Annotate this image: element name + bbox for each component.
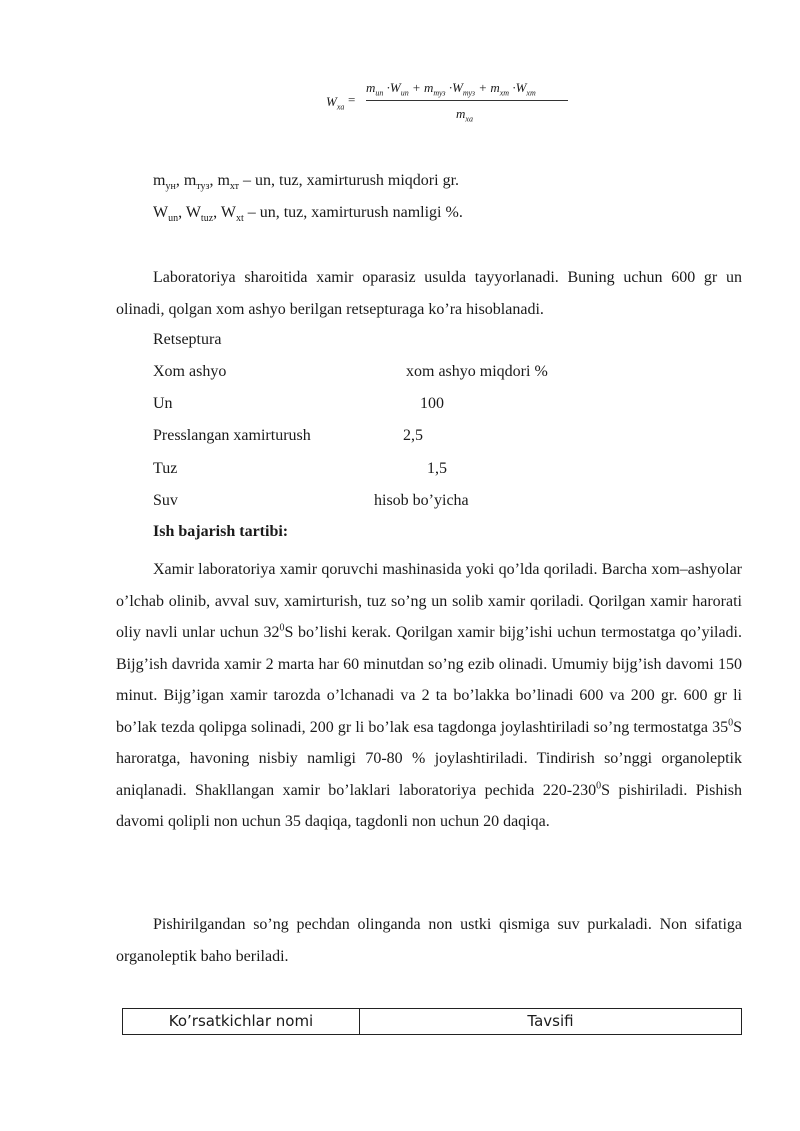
formula-numerator: $m_{un} \cdot W_{un} + m_{туз} \cdot W_{туз} + m_{хт} \cdot W_{хт}$ xyxy=(366,80,536,98)
recipe-row-value: 1,5 xyxy=(427,460,447,477)
recipe-header-right: xom ashyo miqdori % xyxy=(406,363,548,380)
recipe-row-name: Suv xyxy=(153,492,178,509)
recipe-row-name: Tuz xyxy=(153,460,178,477)
final-paragraph: Pishirilgandan so’ng pechdan olinganda non ustki qismiga suv purkaladi. Non sifatiga organoleptik baho beriladi. xyxy=(116,916,742,965)
recipe-header-left: Xom ashyo xyxy=(153,363,227,380)
recipe-row-value: 2,5 xyxy=(403,427,423,444)
table-header-description: Tavsifi xyxy=(527,1012,574,1030)
legend-mass-line: $m_{ун}$, $m_{туз}$, $m_{хт}$ – un, tuz, xamirturush miqdori gr. xyxy=(153,172,460,193)
indicators-table xyxy=(122,1008,742,1035)
formula-equals: = xyxy=(348,92,356,107)
fraction-bar xyxy=(366,100,568,101)
moisture-formula xyxy=(326,78,586,128)
formula-lhs: $W_{xa}$ xyxy=(326,94,345,112)
intro-paragraph: Laboratoriya sharoitida xamir oparasiz usulda tayyorlanadi. Buning uchun 600 gr un olinadi, qolgan xom ashyo berilgan retsepturaga ko’ra hisoblanadi. xyxy=(116,269,742,318)
table-header-indicator: Ko’rsatkichlar nomi xyxy=(123,1009,360,1034)
recipe-row-value: 100 xyxy=(420,395,444,412)
procedure-heading: Ish bajarish tartibi: xyxy=(153,523,289,540)
formula-denominator: $m_{xa}$ xyxy=(456,106,473,124)
procedure-paragraph: Xamir laboratoriya xamir qoruvchi mashinasida yoki qo’lda qoriladi. Barcha xom–ashyolar o’lchab olinib, avval suv, xamirturish, tuz so’ng un solib xamir qoriladi. Qorilgan xamir harorati oliy navli unlar uchun $32^0S$ bo’lishi kerak. Qorilgan xamir bijg’ishi uchun termostatga qo’yiladi. Bijg’ish davrida xamir 2 marta har 60 minutdan so’ng ezib olinadi. Umumiy bijg’ish davomi 150 minut. Bijg’igan xamir tarozda o’lchanadi va 2 ta bo’lakka bo’linadi 600 va 200 gr. 600 gr li bo’lak tezda qolipga solinadi, 200 gr li bo’lak esa tagdonga joylashtiriladi so’ng termostatga $35^0S$ haroratga, havoning nisbiy namligi 70-80 % joylashtiriladi. Tindirish so’nggi organoleptik aniqlanadi. Shakllangan xamir bo’laklari laboratoriya pechida $220-230^0S$ pishiriladi. Pishish davomi qolipli non uchun 35 daqiqa, tagdonli non uchun 20 daqiqa. xyxy=(116,561,742,830)
recipe-row-value: hisob bo’yicha xyxy=(374,492,469,509)
recipe-row-name: Un xyxy=(153,395,173,412)
recipe-row-name: Presslangan xamirturush xyxy=(153,427,311,444)
legend-moisture-line: $W_{un}$, $W_{tuz}$, $W_{xt}$ – un, tuz, xamirturush namligi %. xyxy=(153,204,463,225)
recipe-title: Retseptura xyxy=(153,331,222,348)
